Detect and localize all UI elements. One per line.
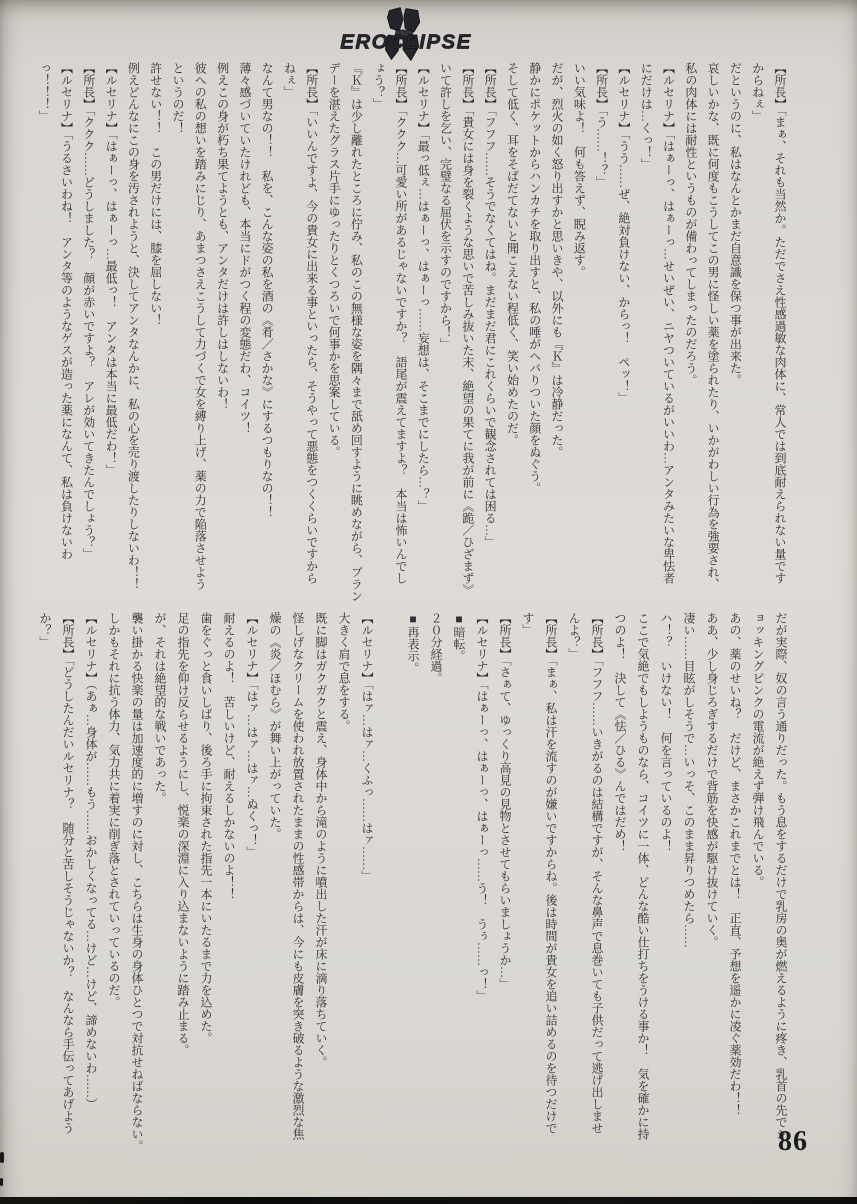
script-line: が、それは絶望的な戦いであった。 bbox=[153, 612, 167, 804]
script-line: いい気味よ！ 何も答えず、睨み返す。 bbox=[572, 62, 587, 278]
script-line: だが、烈火の如く怒り出すかと思いきや、以外にも『Ｋ』は冷静だった。 bbox=[550, 62, 565, 458]
script-line: 【ルセリナ】「はぁーっ、はぁーっ…最低っ！ アンタは本当に最低だわ！」 bbox=[104, 62, 119, 476]
script-line: 【ルセリナ】「はぁーっ、はぁーっ、はぁーっ……う！ うぅ……っ！」 bbox=[475, 612, 489, 1002]
script-line: 襲い掛かる快楽の量は加速度的に増すのに対し、こちらは生身の身体ひとつで対抗せねばならない。 bbox=[130, 612, 144, 1152]
script-line: っ！！！」 bbox=[37, 62, 52, 122]
script-line: にだけは…くっ！」 bbox=[639, 62, 654, 170]
script-line: 【所長】「いいんですよ、今の貴女に出来る事といったら、そうやって悪態をつくくらいですから bbox=[304, 62, 319, 584]
script-line: 【ルセリナ】「最っ低ぇ…はぁーっ、はぁーっ……妄想は、そこまでにしたら…？」 bbox=[416, 62, 431, 512]
script-line: しかもそれに抗う体力、気力共に着実に削ぎ落とされていっているのだ。 bbox=[107, 612, 121, 1008]
script-line: いて許しを乞い、完璧なる屈伏を示すのですから！」 bbox=[438, 62, 453, 350]
script-line: 大きく肩で息をする。 bbox=[337, 612, 351, 732]
script-line: 彼への私の想いを踏みにじり、あまつさえこうして力づくで女を縛り上げ、薬の力で陥落させよう bbox=[193, 62, 208, 590]
script-line: 哀しいかな、既に何度もこうしてこの男に怪しい薬を塗られたり、いかがわしい行為を強要され、 bbox=[706, 62, 721, 590]
script-line: か？」 bbox=[38, 612, 52, 648]
script-line: 【所長】「フフフ……そうでなくてはね。まだまだ君にこれくらいで観念されては困る…」 bbox=[483, 62, 498, 548]
script-block-top bbox=[33, 62, 791, 612]
script-line: 【所長】「貴女には身を裂くような思いで苦しみ抜いた末、絶望の果てに我が前に《跪／ひざまず》 bbox=[460, 62, 475, 596]
script-line: ねぇ」 bbox=[282, 62, 297, 98]
script-line: なんて男なの！！ 私を、こんな姿の私を酒の《肴／さかな》にするつもりなの！！ bbox=[260, 62, 275, 518]
page-number: 86 bbox=[778, 1126, 808, 1157]
logo-text: EROCLIPSE bbox=[340, 30, 472, 54]
script-line: 怪しげなクリームを使われ放置されたままの性感帯からは、今にも皮膚を突き破るような激烈な焦 bbox=[291, 612, 305, 1140]
script-line: 【ルセリナ】「はァ…はァ…はァ…ぬくっ！」 bbox=[245, 612, 259, 858]
script-line: ■暗転。 bbox=[452, 612, 466, 662]
script-line: だが実際、奴の言う通りだった。もう息をするだけで乳房の奥が燃えるように疼き、乳首の先でシ bbox=[774, 612, 788, 1140]
script-line: ょう？」 bbox=[371, 62, 386, 110]
script-line: 【ルセリナ】「はァ…はァ…くふっ……はァ……」 bbox=[360, 612, 374, 882]
script-line: 【所長】「ククク……どうしました？ 顔が赤いですよ？ アレが効いてきたんでしょう？」 bbox=[81, 62, 96, 560]
script-line: 【ルセリナ】「うう……ぜ、絶対負けない、からっ！ ペッ！」 bbox=[616, 62, 631, 404]
script-line: ああ、少し身じろぎするだけで背筋を快感が駆け抜けていく。 bbox=[705, 612, 719, 948]
script-line: 【所長】「う……！？」 bbox=[594, 62, 609, 188]
script-line: 許せない！！ この男だけには、膝を屈しない！ bbox=[148, 62, 163, 326]
script-line: ２０分経過。 bbox=[429, 612, 443, 684]
script-line: 【所長】「フフフ……いきがるのは結構ですが、そんな鼻声で息巻いても子供だって逃げ出しませ bbox=[590, 612, 604, 1134]
script-line: 既に脚はガクガクと震え、身体中から滝のように噴出した汗が床に滴り落ちていく。 bbox=[314, 612, 328, 1068]
script-line: 静かにポケットからハンカチを取り出すと、私の唾がヘバりついた顔をぬぐう。 bbox=[527, 62, 542, 494]
script-line: ョッキングピンクの電流が絶えず弾け飛んでいる。 bbox=[751, 612, 765, 888]
script-line: 【ルセリナ】（あぁ…身体が……もう……おかしくなってる…けど…けど、諦めないわ……） bbox=[84, 612, 98, 1110]
script-line: 【所長】「まぁ、私は汗を流すのが嫌いですからね。後は時間が貴女を追い詰めるのを待つだけで bbox=[544, 612, 558, 1134]
script-line: 【所長】「ククク…可愛い所があるじゃないですか？ 語尾が震えてますよ？ 本当は怖いんでし bbox=[393, 62, 408, 584]
scan-edge-bottom bbox=[0, 1197, 857, 1204]
script-line: ここで気絶でもしようものなら、コイツに一体、どんな酷い仕打ちをうける事か！ 気を確かに持 bbox=[636, 612, 650, 1140]
script-line: 例えこの身が朽ち果てようとも、アンタだけは許しはしないわ！ bbox=[215, 62, 230, 410]
scan-artifact bbox=[0, 1152, 4, 1163]
script-line: 【所長】「どうしたんだいルセリナ？ 随分と苦しそうじゃないか？ なんなら手伝ってあげよう bbox=[61, 612, 75, 1134]
script-line: 『Ｋ』は少し離れたところに佇み、私のこの無様な姿を隅々まで舐め回すように眺めながら、ブラン bbox=[349, 62, 364, 602]
script-line: だというのに、私はなんとかまだ自意識を保つ事が出来た。 bbox=[728, 62, 743, 386]
script-line: 耐えるのよ！ 苦しいけど、耐えるしかないのよ！！ bbox=[222, 612, 236, 900]
eroclipse-logo bbox=[328, 6, 484, 62]
scan-artifact bbox=[0, 1178, 3, 1186]
script-line: というのだ！ bbox=[170, 62, 185, 134]
script-line: 凄い……目眩がしそうで…いっそ、このまま昇りつめたら…… bbox=[682, 612, 696, 948]
script-line: ハ！？ いけない！ 何を言っているのよ！ bbox=[659, 612, 673, 852]
script-line: 薄々感づいていたけれども、本当にドがつく程の変態だわ、コイツ！ bbox=[237, 62, 252, 434]
script-line bbox=[378, 612, 401, 1164]
script-line: ■再表示。 bbox=[406, 612, 420, 674]
script-line: デーを湛えたグラス片手にゆったりとくつろいで何事かを思案している。 bbox=[327, 62, 342, 458]
script-line: 燥の《炎／ほむら》が舞い上がっていた。 bbox=[268, 612, 282, 840]
script-line: 歯をぐっと食いしばり、後ろ手に拘束された指先一本にいたるまで力を込めた。 bbox=[199, 612, 213, 1044]
script-line: 例えどんなにこの身を汚されようと、決してアンタなんかに、私の心を売り渡したりしないわ！！ bbox=[126, 62, 141, 590]
script-line: からねぇ」 bbox=[750, 62, 765, 122]
script-line: す」 bbox=[521, 612, 535, 636]
script-line: 【ルセリナ】「うるさいわね！ アンタ等のようなゲスが造った薬になんて、私は負けないわ bbox=[59, 62, 74, 560]
script-line: 【ルセリナ】「はぁーっ、はぁーっ…せいぜい、ニヤついているがいいわ…アンタみたいな卑怯者 bbox=[661, 62, 676, 584]
script-line: 足の指先を仰け反らせるようにし、悦楽の深淵に入り込まないように踏み止まる。 bbox=[176, 612, 190, 1056]
script-line: 【所長】「まぁ、それも当然か。ただでさえ性感過敏な肉体に、常人では到底耐えられない量です bbox=[773, 62, 787, 584]
script-line: あの、薬のせいね？ だけど、まさかこれまでとは！ 正直、予想を遥かに凌ぐ薬効だわ！！ bbox=[728, 612, 742, 1116]
script-line: んよ？」 bbox=[567, 612, 581, 660]
script-line: 私の肉体には耐性というものが備わってしまったのだろう。 bbox=[683, 62, 698, 386]
script-line: 【所長】「さぁて、ゆっくり高見の見物とさせてもらいましょうか…」 bbox=[498, 612, 512, 990]
script-line: つのよ！ 決して《怯／ひる》んではだめ！ bbox=[613, 612, 627, 852]
script-line: そして低く、耳をそばだてないと聞こえない程低く、笑い始めたのだ。 bbox=[505, 62, 520, 446]
script-block-bottom bbox=[33, 612, 792, 1164]
